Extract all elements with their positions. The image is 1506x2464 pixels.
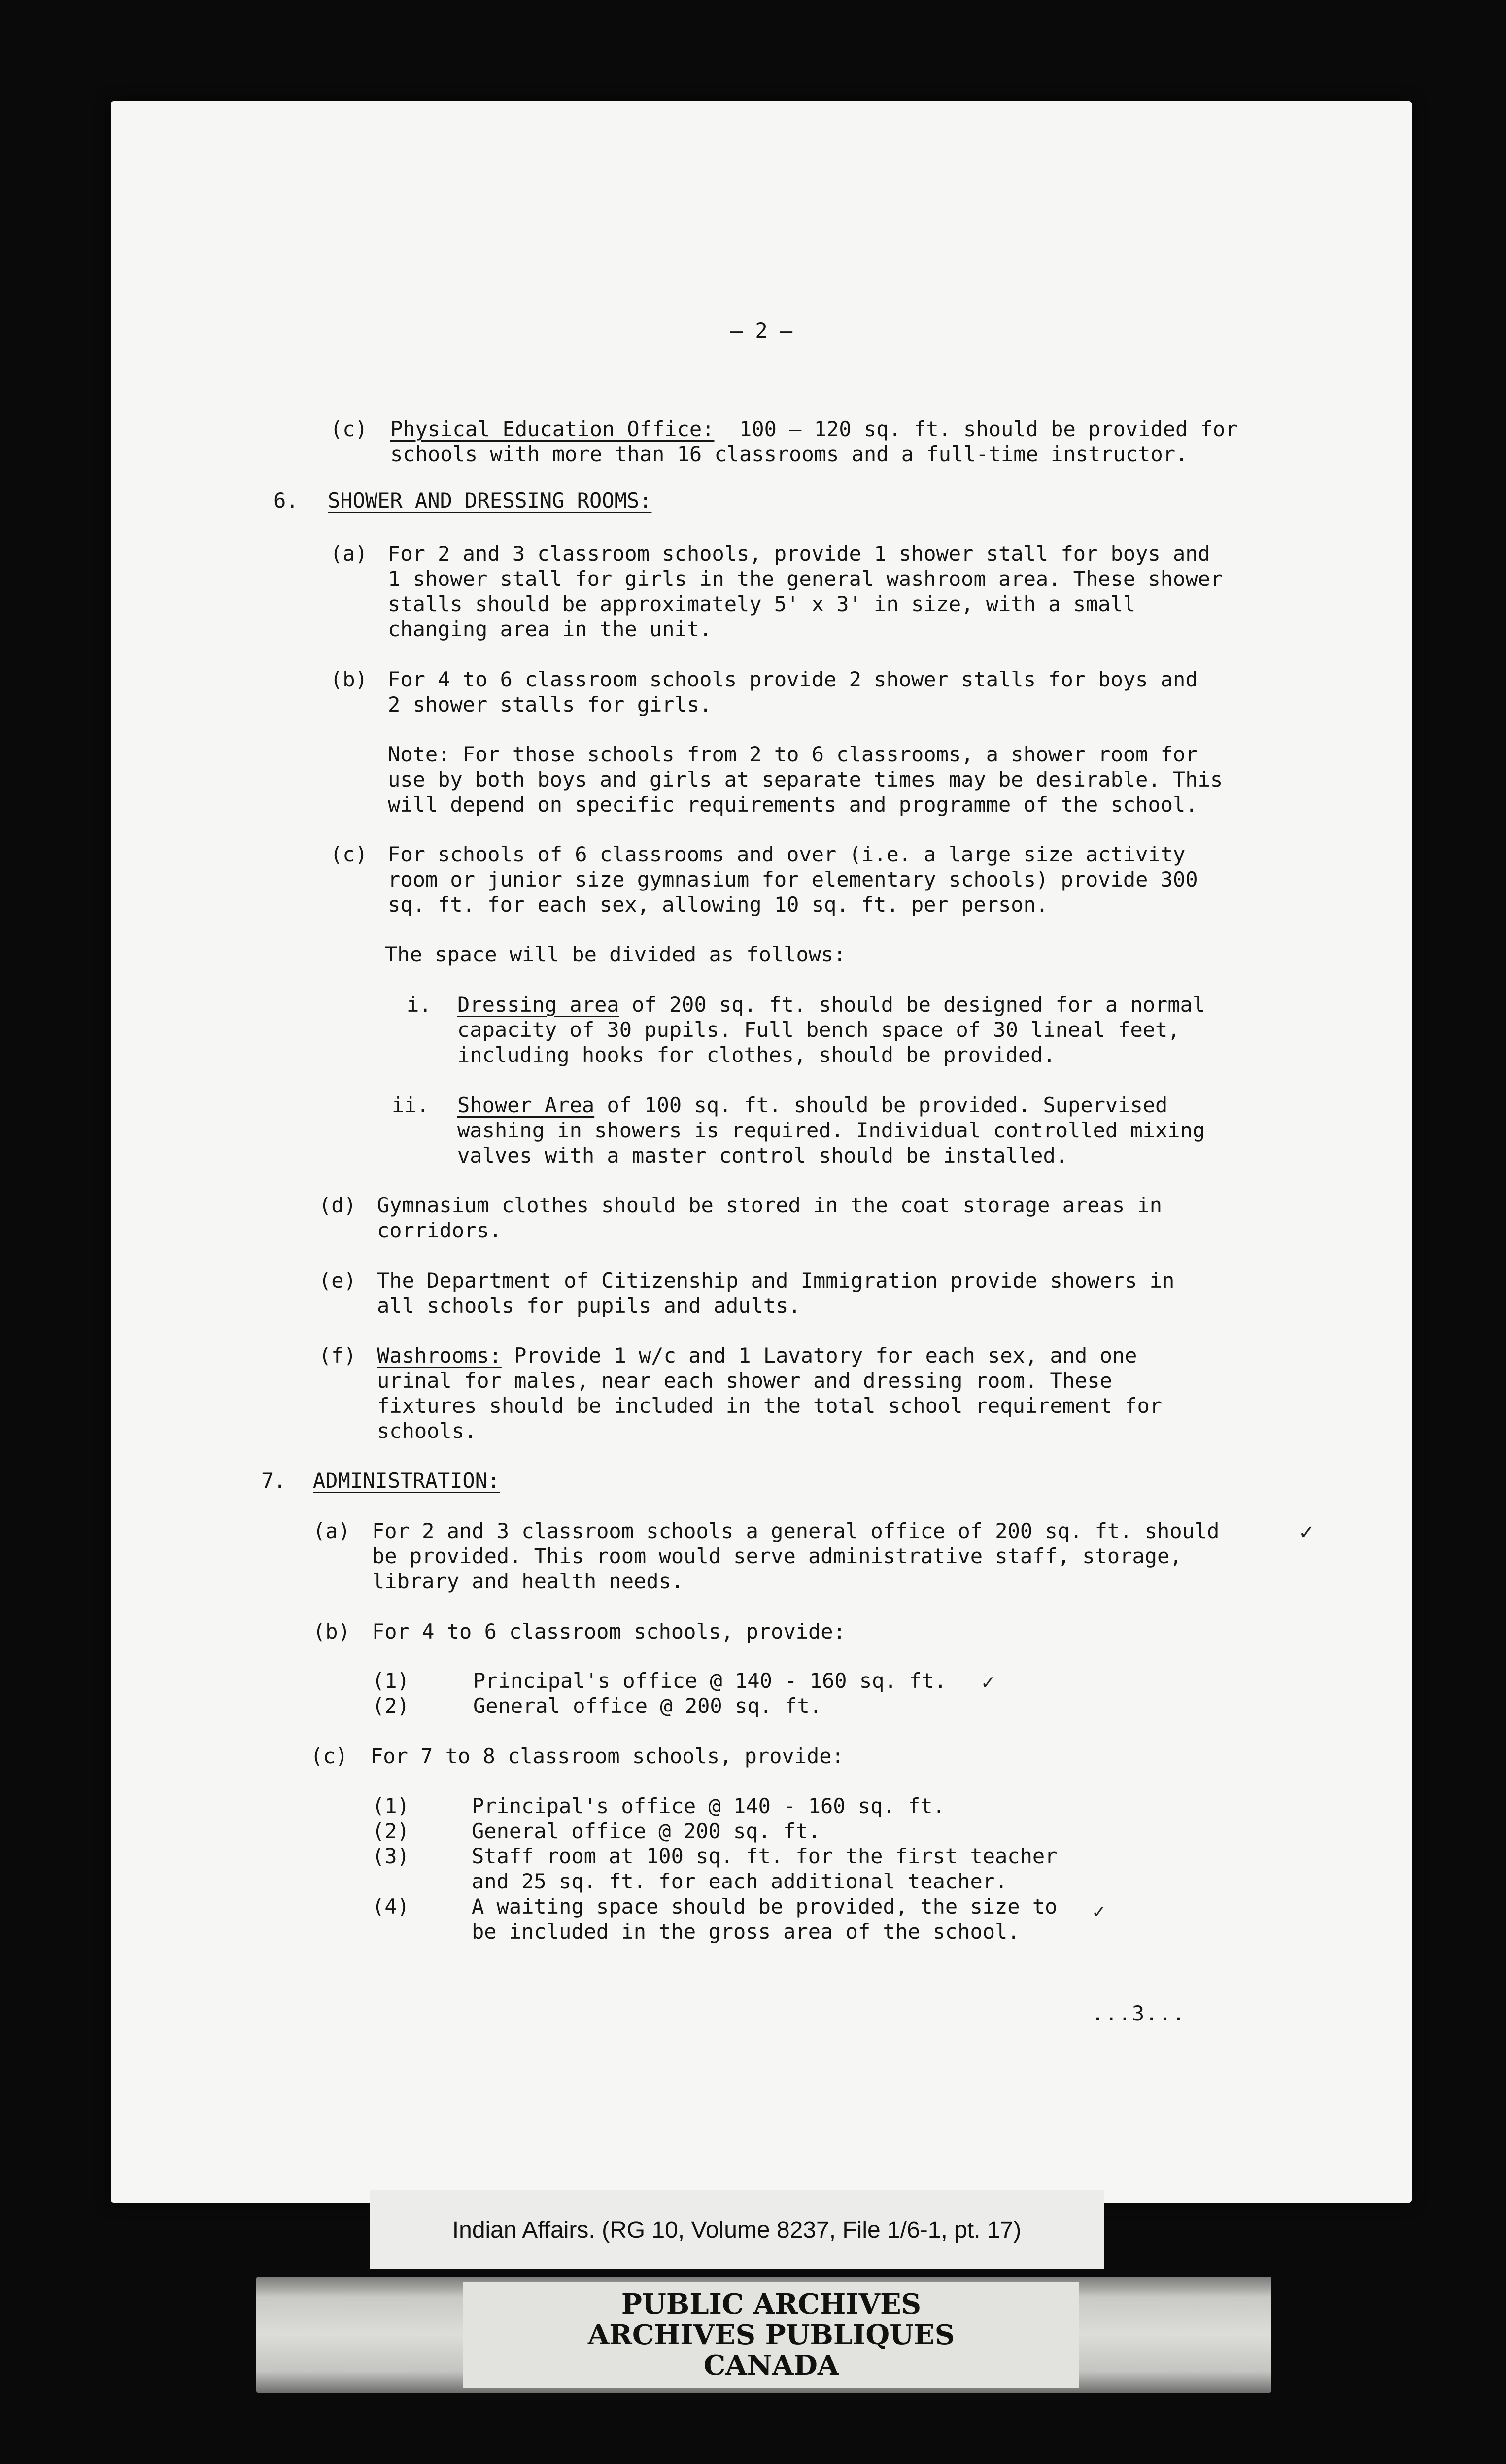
note-line: use by both boys and girls at separate times may be desirable. This: [388, 767, 1223, 791]
list-item: Principal's office @ 140 - 160 sq. ft.: [472, 1794, 945, 1818]
s6b-line: 2 shower stalls for girls.: [388, 692, 712, 717]
s6a-line: changing area in the unit.: [388, 617, 712, 641]
list-item: A waiting space should be provided, the size to: [472, 1894, 1058, 1918]
phys-ed-line-1: Physical Education Office: 100 – 120 sq. ft. should be provided for: [390, 417, 1238, 441]
note-line: will depend on specific requirements and programme of the school.: [388, 792, 1198, 817]
washrooms-title: Washrooms:: [377, 1343, 502, 1368]
s6a-line: 1 shower stall for girls in the general washroom area. These shower: [388, 567, 1223, 591]
document-page: [111, 101, 1412, 2203]
check-mark-icon: ✓: [1299, 1521, 1315, 1544]
washrooms-line: urinal for males, near each shower and dressing room. These: [377, 1369, 1112, 1393]
stamp-line-2: ARCHIVES PUBLIQUES: [587, 2318, 955, 2351]
item-label: (b): [313, 1619, 350, 1643]
list-item-continued: and 25 sq. ft. for each additional teacher.: [472, 1869, 1008, 1893]
s7a-line: For 2 and 3 classroom schools a general office of 200 sq. ft. should: [372, 1519, 1220, 1543]
item-label: (d): [319, 1193, 356, 1217]
phys-ed-line-2: schools with more than 16 classrooms and a full-time instructor.: [390, 442, 1188, 466]
list-item-continued: be included in the gross area of the school.: [472, 1919, 1020, 1944]
subitem-label: ii.: [392, 1093, 429, 1117]
list-number: (1): [372, 1794, 410, 1818]
dressing-area-title: Dressing area: [457, 992, 619, 1017]
list-number: (2): [372, 1694, 410, 1718]
s7c-intro: For 7 to 8 classroom schools, provide:: [371, 1744, 844, 1768]
s7b-intro: For 4 to 6 classroom schools, provide:: [372, 1619, 846, 1643]
shower-area-line-1: Shower Area of 100 sq. ft. should be provided. Supervised: [457, 1093, 1168, 1117]
dressing-area-line-2: capacity of 30 pupils. Full bench space of 30 lineal feet,: [457, 1018, 1180, 1042]
shower-area-line-3: valves with a master control should be installed.: [457, 1143, 1068, 1167]
list-number: (3): [372, 1844, 410, 1868]
s6e-line: all schools for pupils and adults.: [377, 1294, 801, 1318]
washrooms-line: fixtures should be included in the total school requirement for: [377, 1394, 1163, 1418]
shower-area-title: Shower Area: [457, 1093, 595, 1117]
s6c-line: For schools of 6 classrooms and over (i.e. a large size activity: [388, 842, 1186, 866]
s6a-line: For 2 and 3 classroom schools, provide 1 shower stall for boys and: [388, 542, 1210, 566]
page-number: – 2 –: [730, 318, 793, 342]
item-label: (c): [330, 842, 368, 866]
archives-stamp-text: [463, 2282, 1079, 2388]
washrooms-line-1: Washrooms: Provide 1 w/c and 1 Lavatory for each sex, and one: [377, 1343, 1137, 1368]
section-6-heading: SHOWER AND DRESSING ROOMS:: [328, 488, 652, 513]
subitem-label: i.: [407, 992, 432, 1017]
item-label: (a): [330, 542, 368, 566]
phys-ed-title: Physical Education Office:: [390, 417, 715, 441]
s6d-line: Gymnasium clothes should be stored in the coat storage areas in: [377, 1193, 1163, 1217]
s6e-line: The Department of Citizenship and Immigration provide showers in: [377, 1268, 1175, 1293]
shower-area-line-2: washing in showers is required. Individual controlled mixing: [457, 1118, 1205, 1142]
s6b-line: For 4 to 6 classroom schools provide 2 shower stalls for boys and: [388, 667, 1198, 691]
archives-stamp: [256, 2277, 1271, 2393]
document-body: [111, 101, 1412, 2203]
continuation-marker: ...3...: [1092, 2001, 1186, 2025]
s6a-line: stalls should be approximately 5' x 3' in size, with a small: [388, 592, 1136, 616]
section-number: 7.: [261, 1469, 286, 1493]
s6d-line: corridors.: [377, 1218, 502, 1242]
list-item: Staff room at 100 sq. ft. for the first teacher: [472, 1844, 1058, 1868]
section-number: 6.: [274, 488, 299, 513]
item-label: (e): [319, 1268, 356, 1293]
item-label: (b): [330, 667, 368, 691]
note-line: Note: For those schools from 2 to 6 classrooms, a shower room for: [388, 742, 1198, 766]
s7a-line: library and health needs.: [372, 1569, 684, 1593]
archive-reference-text: Indian Affairs. (RG 10, Volume 8237, File 1/6-1, pt. 17): [452, 2217, 1022, 2243]
item-label: (c): [330, 417, 368, 441]
dressing-area-line-3: including hooks for clothes, should be provided.: [457, 1043, 1056, 1067]
space-division-intro: The space will be divided as follows:: [385, 942, 846, 966]
s6c-line: sq. ft. for each sex, allowing 10 sq. ft. per person.: [388, 892, 1049, 917]
section-7-heading: ADMINISTRATION:: [313, 1469, 500, 1493]
list-number: (1): [372, 1669, 410, 1693]
check-mark-icon: ✓: [1092, 1902, 1107, 1922]
list-number: (2): [372, 1819, 410, 1843]
archive-reference-label: [370, 2190, 1104, 2269]
stamp-line-3: CANADA: [703, 2349, 839, 2382]
item-label: (a): [313, 1519, 350, 1543]
list-item: General office @ 200 sq. ft.: [473, 1694, 822, 1718]
stamp-line-1: PUBLIC ARCHIVES: [621, 2288, 922, 2321]
s7a-line: be provided. This room would serve administrative staff, storage,: [372, 1544, 1182, 1568]
washrooms-line: schools.: [377, 1419, 477, 1443]
dressing-area-line-1: Dressing area of 200 sq. ft. should be designed for a normal: [457, 992, 1205, 1017]
list-item: Principal's office @ 140 - 160 sq. ft.: [473, 1669, 947, 1693]
list-number: (4): [372, 1894, 410, 1918]
item-label: (c): [310, 1744, 348, 1768]
s6c-line: room or junior size gymnasium for elementary schools) provide 300: [388, 867, 1198, 891]
list-item: General office @ 200 sq. ft.: [472, 1819, 821, 1843]
item-label: (f): [319, 1343, 356, 1368]
check-mark-icon: ✓: [981, 1673, 996, 1693]
